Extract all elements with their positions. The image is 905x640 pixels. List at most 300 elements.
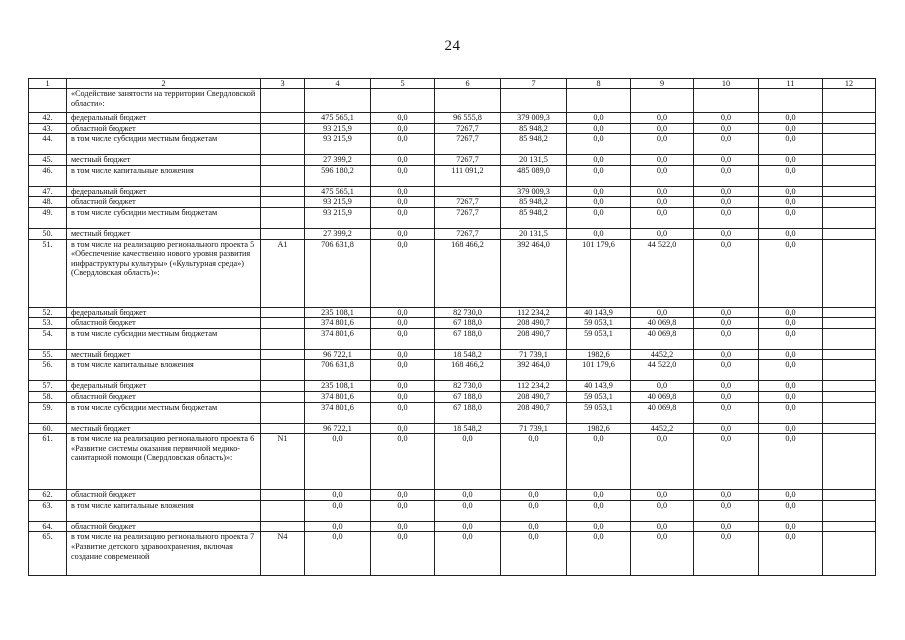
code-cell <box>261 402 305 423</box>
row-name-cell: областной бюджет <box>67 521 261 532</box>
row-number-cell: 44. <box>29 134 67 155</box>
row-number-cell: 43. <box>29 123 67 134</box>
value-cell: 235 108,1 <box>305 381 371 392</box>
value-cell: 0,0 <box>694 318 759 329</box>
value-cell: 0,0 <box>694 239 759 307</box>
value-cell: 67 188,0 <box>435 318 501 329</box>
row-name-cell: областной бюджет <box>67 391 261 402</box>
value-cell: 0,0 <box>631 521 694 532</box>
value-cell: 59 053,1 <box>567 318 631 329</box>
value-cell: 0,0 <box>631 113 694 124</box>
code-cell <box>261 228 305 239</box>
value-cell: 0,0 <box>759 521 823 532</box>
value-cell <box>823 318 876 329</box>
value-cell: 0,0 <box>631 197 694 208</box>
column-number-header: 8 <box>567 79 631 89</box>
value-cell <box>823 228 876 239</box>
value-cell: 0,0 <box>694 307 759 318</box>
value-cell: 59 053,1 <box>567 328 631 349</box>
value-cell: 0,0 <box>759 328 823 349</box>
value-cell: 0,0 <box>371 521 435 532</box>
value-cell: 0,0 <box>759 349 823 360</box>
code-cell <box>261 186 305 197</box>
table-row <box>29 360 876 381</box>
value-cell: 0,0 <box>759 318 823 329</box>
value-cell: 0,0 <box>759 207 823 228</box>
value-cell <box>823 239 876 307</box>
column-number-header: 11 <box>759 79 823 89</box>
value-cell: 96 555,8 <box>435 113 501 124</box>
row-name-cell: в том числе на реализацию регионального проекта 6 «Развитие системы оказания первичной медико-санитарной помощи (Свердловская область)»: <box>67 434 261 490</box>
value-cell: 0,0 <box>371 391 435 402</box>
value-cell <box>371 89 435 113</box>
row-number-cell: 53. <box>29 318 67 329</box>
budget-table <box>28 78 876 576</box>
column-number-header: 6 <box>435 79 501 89</box>
value-cell: 0,0 <box>305 521 371 532</box>
value-cell <box>823 532 876 576</box>
row-name-cell: федеральный бюджет <box>67 113 261 124</box>
table-row <box>29 307 876 318</box>
value-cell: 0,0 <box>631 434 694 490</box>
value-cell: 93 215,9 <box>305 197 371 208</box>
table-row <box>29 197 876 208</box>
value-cell: 0,0 <box>759 532 823 576</box>
table-row <box>29 113 876 124</box>
code-cell <box>261 197 305 208</box>
value-cell: 0,0 <box>631 186 694 197</box>
value-cell: 0,0 <box>759 307 823 318</box>
row-name-cell: в том числе субсидии местным бюджетам <box>67 402 261 423</box>
code-cell: N4 <box>261 532 305 576</box>
value-cell: 0,0 <box>305 500 371 521</box>
table-row <box>29 391 876 402</box>
value-cell: 93 215,9 <box>305 123 371 134</box>
row-name-cell: областной бюджет <box>67 318 261 329</box>
value-cell: 0,0 <box>435 490 501 501</box>
value-cell: 93 215,9 <box>305 207 371 228</box>
value-cell: 71 739,1 <box>501 423 567 434</box>
value-cell: 0,0 <box>435 532 501 576</box>
value-cell: 0,0 <box>567 134 631 155</box>
value-cell: 18 548,2 <box>435 349 501 360</box>
table-row <box>29 165 876 186</box>
table-row <box>29 381 876 392</box>
value-cell: 0,0 <box>694 186 759 197</box>
page-number: 24 <box>444 38 461 54</box>
value-cell: 7267,7 <box>435 207 501 228</box>
row-number-cell: 46. <box>29 165 67 186</box>
value-cell <box>823 328 876 349</box>
value-cell <box>823 521 876 532</box>
value-cell: 0,0 <box>371 197 435 208</box>
value-cell: 0,0 <box>371 228 435 239</box>
value-cell: 0,0 <box>759 123 823 134</box>
value-cell: 0,0 <box>694 423 759 434</box>
value-cell: 0,0 <box>759 228 823 239</box>
value-cell: 0,0 <box>567 434 631 490</box>
table-header-row <box>29 79 876 89</box>
value-cell: 392 464,0 <box>501 239 567 307</box>
value-cell: 0,0 <box>371 349 435 360</box>
value-cell: 0,0 <box>371 186 435 197</box>
value-cell: 0,0 <box>567 521 631 532</box>
value-cell: 0,0 <box>759 423 823 434</box>
row-name-cell: в том числе капитальные вложения <box>67 165 261 186</box>
value-cell: 0,0 <box>501 500 567 521</box>
value-cell: 0,0 <box>694 123 759 134</box>
value-cell: 67 188,0 <box>435 402 501 423</box>
row-name-cell: местный бюджет <box>67 228 261 239</box>
value-cell: 374 801,6 <box>305 328 371 349</box>
value-cell: 0,0 <box>694 360 759 381</box>
value-cell: 20 131,5 <box>501 155 567 166</box>
code-cell <box>261 490 305 501</box>
row-number-cell: 42. <box>29 113 67 124</box>
row-number-cell: 50. <box>29 228 67 239</box>
value-cell: 0,0 <box>631 307 694 318</box>
code-cell <box>261 423 305 434</box>
value-cell <box>305 89 371 113</box>
code-cell <box>261 360 305 381</box>
value-cell: 0,0 <box>759 381 823 392</box>
row-number-cell: 47. <box>29 186 67 197</box>
code-cell: A1 <box>261 239 305 307</box>
value-cell: 0,0 <box>567 113 631 124</box>
value-cell <box>823 500 876 521</box>
value-cell: 101 179,6 <box>567 360 631 381</box>
value-cell: 112 234,2 <box>501 307 567 318</box>
value-cell: 0,0 <box>435 521 501 532</box>
value-cell: 85 948,2 <box>501 207 567 228</box>
row-name-cell: в том числе капитальные вложения <box>67 360 261 381</box>
value-cell: 0,0 <box>371 434 435 490</box>
value-cell: 0,0 <box>759 134 823 155</box>
column-number-header: 10 <box>694 79 759 89</box>
value-cell: 0,0 <box>759 434 823 490</box>
code-cell <box>261 134 305 155</box>
value-cell: 82 730,0 <box>435 307 501 318</box>
value-cell: 0,0 <box>371 123 435 134</box>
row-name-cell: в том числе капитальные вложения <box>67 500 261 521</box>
value-cell: 0,0 <box>631 207 694 228</box>
value-cell: 0,0 <box>371 423 435 434</box>
code-cell <box>261 89 305 113</box>
value-cell: 374 801,6 <box>305 318 371 329</box>
row-number-cell: 57. <box>29 381 67 392</box>
value-cell: 0,0 <box>694 402 759 423</box>
code-cell <box>261 381 305 392</box>
value-cell: 7267,7 <box>435 134 501 155</box>
value-cell: 0,0 <box>631 500 694 521</box>
value-cell: 20 131,5 <box>501 228 567 239</box>
value-cell: 0,0 <box>631 134 694 155</box>
value-cell: 27 399,2 <box>305 228 371 239</box>
table-row <box>29 423 876 434</box>
value-cell: 71 739,1 <box>501 349 567 360</box>
table-row <box>29 521 876 532</box>
value-cell: 44 522,0 <box>631 360 694 381</box>
value-cell: 0,0 <box>694 113 759 124</box>
code-cell <box>261 307 305 318</box>
value-cell: 0,0 <box>759 197 823 208</box>
row-number-cell: 45. <box>29 155 67 166</box>
table-row <box>29 349 876 360</box>
table-row <box>29 402 876 423</box>
value-cell: 96 722,1 <box>305 423 371 434</box>
value-cell: 112 234,2 <box>501 381 567 392</box>
value-cell: 706 631,8 <box>305 360 371 381</box>
value-cell: 85 948,2 <box>501 134 567 155</box>
value-cell: 0,0 <box>567 500 631 521</box>
value-cell: 40 069,8 <box>631 402 694 423</box>
value-cell: 0,0 <box>694 134 759 155</box>
value-cell: 379 009,3 <box>501 113 567 124</box>
value-cell: 0,0 <box>694 197 759 208</box>
column-number-header: 5 <box>371 79 435 89</box>
value-cell: 67 188,0 <box>435 328 501 349</box>
row-name-cell: федеральный бюджет <box>67 186 261 197</box>
row-number-cell: 56. <box>29 360 67 381</box>
value-cell <box>501 89 567 113</box>
row-number-cell: 55. <box>29 349 67 360</box>
table-row <box>29 490 876 501</box>
value-cell: 0,0 <box>759 391 823 402</box>
value-cell <box>823 434 876 490</box>
code-cell <box>261 328 305 349</box>
value-cell: 0,0 <box>435 500 501 521</box>
value-cell: 0,0 <box>567 197 631 208</box>
value-cell: 0,0 <box>567 123 631 134</box>
value-cell: 59 053,1 <box>567 402 631 423</box>
value-cell: 374 801,6 <box>305 391 371 402</box>
table-row <box>29 207 876 228</box>
code-cell: N1 <box>261 434 305 490</box>
value-cell: 235 108,1 <box>305 307 371 318</box>
value-cell: 0,0 <box>305 434 371 490</box>
table-row <box>29 532 876 576</box>
value-cell: 67 188,0 <box>435 391 501 402</box>
value-cell: 40 143,9 <box>567 381 631 392</box>
value-cell: 7267,7 <box>435 123 501 134</box>
value-cell: 40 069,8 <box>631 391 694 402</box>
value-cell: 1982,6 <box>567 349 631 360</box>
row-number-cell: 60. <box>29 423 67 434</box>
row-name-cell: в том числе субсидии местным бюджетам <box>67 134 261 155</box>
value-cell: 0,0 <box>371 328 435 349</box>
value-cell: 0,0 <box>694 521 759 532</box>
value-cell: 0,0 <box>371 360 435 381</box>
value-cell <box>823 89 876 113</box>
row-name-cell: в том числе субсидии местным бюджетам <box>67 207 261 228</box>
row-number-cell: 58. <box>29 391 67 402</box>
value-cell: 40 069,8 <box>631 328 694 349</box>
value-cell: 0,0 <box>567 155 631 166</box>
value-cell <box>823 381 876 392</box>
value-cell: 0,0 <box>694 490 759 501</box>
value-cell: 0,0 <box>759 500 823 521</box>
value-cell: 0,0 <box>631 228 694 239</box>
value-cell: 0,0 <box>371 318 435 329</box>
value-cell: 27 399,2 <box>305 155 371 166</box>
value-cell <box>435 89 501 113</box>
row-number-cell: 49. <box>29 207 67 228</box>
value-cell: 0,0 <box>631 165 694 186</box>
value-cell: 0,0 <box>371 402 435 423</box>
value-cell: 18 548,2 <box>435 423 501 434</box>
value-cell: 0,0 <box>501 490 567 501</box>
value-cell: 0,0 <box>759 490 823 501</box>
row-name-cell: в том числе на реализацию регионального проекта 7 «Развитие детского здравоохранения, включая создание современной <box>67 532 261 576</box>
row-number-cell: 51. <box>29 239 67 307</box>
row-number-cell: 59. <box>29 402 67 423</box>
row-name-cell: в том числе на реализацию регионального проекта 5 «Обеспечение качественно нового уровня развития инфраструктуры культуры» («Культурная среда») (Свердловская область)»: <box>67 239 261 307</box>
value-cell <box>823 165 876 186</box>
value-cell: 0,0 <box>694 391 759 402</box>
value-cell <box>823 349 876 360</box>
value-cell: 0,0 <box>305 490 371 501</box>
value-cell <box>823 391 876 402</box>
row-name-cell: областной бюджет <box>67 197 261 208</box>
value-cell: 0,0 <box>567 207 631 228</box>
value-cell <box>759 89 823 113</box>
value-cell: 0,0 <box>694 434 759 490</box>
value-cell: 475 565,1 <box>305 113 371 124</box>
value-cell: 0,0 <box>501 532 567 576</box>
value-cell: 208 490,7 <box>501 318 567 329</box>
column-number-header: 4 <box>305 79 371 89</box>
table-row <box>29 434 876 490</box>
value-cell <box>435 186 501 197</box>
code-cell <box>261 165 305 186</box>
value-cell: 0,0 <box>371 490 435 501</box>
column-number-header: 9 <box>631 79 694 89</box>
code-cell <box>261 521 305 532</box>
value-cell: 0,0 <box>694 165 759 186</box>
table-row <box>29 155 876 166</box>
value-cell: 0,0 <box>371 381 435 392</box>
code-cell <box>261 349 305 360</box>
value-cell: 208 490,7 <box>501 391 567 402</box>
value-cell: 0,0 <box>371 500 435 521</box>
value-cell: 0,0 <box>759 239 823 307</box>
value-cell: 4452,2 <box>631 423 694 434</box>
value-cell: 0,0 <box>631 155 694 166</box>
value-cell <box>823 197 876 208</box>
value-cell: 0,0 <box>631 123 694 134</box>
value-cell: 101 179,6 <box>567 239 631 307</box>
code-cell <box>261 207 305 228</box>
value-cell: 44 522,0 <box>631 239 694 307</box>
value-cell: 82 730,0 <box>435 381 501 392</box>
value-cell: 0,0 <box>371 307 435 318</box>
value-cell: 392 464,0 <box>501 360 567 381</box>
row-name-cell: федеральный бюджет <box>67 307 261 318</box>
value-cell: 475 565,1 <box>305 186 371 197</box>
row-name-cell: федеральный бюджет <box>67 381 261 392</box>
table-row <box>29 89 876 113</box>
value-cell: 0,0 <box>759 360 823 381</box>
value-cell: 208 490,7 <box>501 328 567 349</box>
value-cell: 40 143,9 <box>567 307 631 318</box>
value-cell: 0,0 <box>759 113 823 124</box>
table-row <box>29 328 876 349</box>
row-number-cell: 63. <box>29 500 67 521</box>
value-cell: 0,0 <box>371 155 435 166</box>
value-cell: 96 722,1 <box>305 349 371 360</box>
value-cell: 706 631,8 <box>305 239 371 307</box>
row-name-cell: местный бюджет <box>67 349 261 360</box>
value-cell: 1982,6 <box>567 423 631 434</box>
code-cell <box>261 318 305 329</box>
value-cell: 0,0 <box>567 186 631 197</box>
value-cell <box>694 89 759 113</box>
row-name-cell: местный бюджет <box>67 423 261 434</box>
table-row <box>29 239 876 307</box>
value-cell: 0,0 <box>631 490 694 501</box>
value-cell: 0,0 <box>567 165 631 186</box>
value-cell: 0,0 <box>631 532 694 576</box>
code-cell <box>261 500 305 521</box>
value-cell: 0,0 <box>371 113 435 124</box>
value-cell: 0,0 <box>435 434 501 490</box>
code-cell <box>261 123 305 134</box>
value-cell: 0,0 <box>694 500 759 521</box>
row-number-cell: 64. <box>29 521 67 532</box>
value-cell: 208 490,7 <box>501 402 567 423</box>
code-cell <box>261 113 305 124</box>
row-name-cell: «Содействие занятости на территории Свердловской области»: <box>67 89 261 113</box>
value-cell: 0,0 <box>371 239 435 307</box>
row-name-cell: местный бюджет <box>67 155 261 166</box>
value-cell: 0,0 <box>694 381 759 392</box>
row-number-cell: 62. <box>29 490 67 501</box>
value-cell <box>823 155 876 166</box>
value-cell: 0,0 <box>694 328 759 349</box>
value-cell <box>823 113 876 124</box>
value-cell <box>823 134 876 155</box>
value-cell <box>823 402 876 423</box>
value-cell: 485 089,0 <box>501 165 567 186</box>
row-number-cell: 52. <box>29 307 67 318</box>
table-row <box>29 228 876 239</box>
value-cell: 596 180,2 <box>305 165 371 186</box>
row-name-cell: областной бюджет <box>67 123 261 134</box>
value-cell: 374 801,6 <box>305 402 371 423</box>
value-cell: 111 091,2 <box>435 165 501 186</box>
code-cell <box>261 391 305 402</box>
value-cell <box>823 360 876 381</box>
value-cell: 85 948,2 <box>501 197 567 208</box>
table-row <box>29 186 876 197</box>
value-cell: 0,0 <box>694 532 759 576</box>
column-number-header: 3 <box>261 79 305 89</box>
row-number-cell: 65. <box>29 532 67 576</box>
value-cell: 59 053,1 <box>567 391 631 402</box>
column-number-header: 7 <box>501 79 567 89</box>
value-cell: 0,0 <box>371 134 435 155</box>
table-row <box>29 500 876 521</box>
value-cell: 85 948,2 <box>501 123 567 134</box>
value-cell <box>823 490 876 501</box>
column-number-header: 1 <box>29 79 67 89</box>
value-cell: 0,0 <box>631 381 694 392</box>
row-name-cell: в том числе субсидии местным бюджетам <box>67 328 261 349</box>
row-number-cell: 48. <box>29 197 67 208</box>
code-cell <box>261 155 305 166</box>
value-cell: 0,0 <box>694 349 759 360</box>
value-cell: 0,0 <box>694 207 759 228</box>
